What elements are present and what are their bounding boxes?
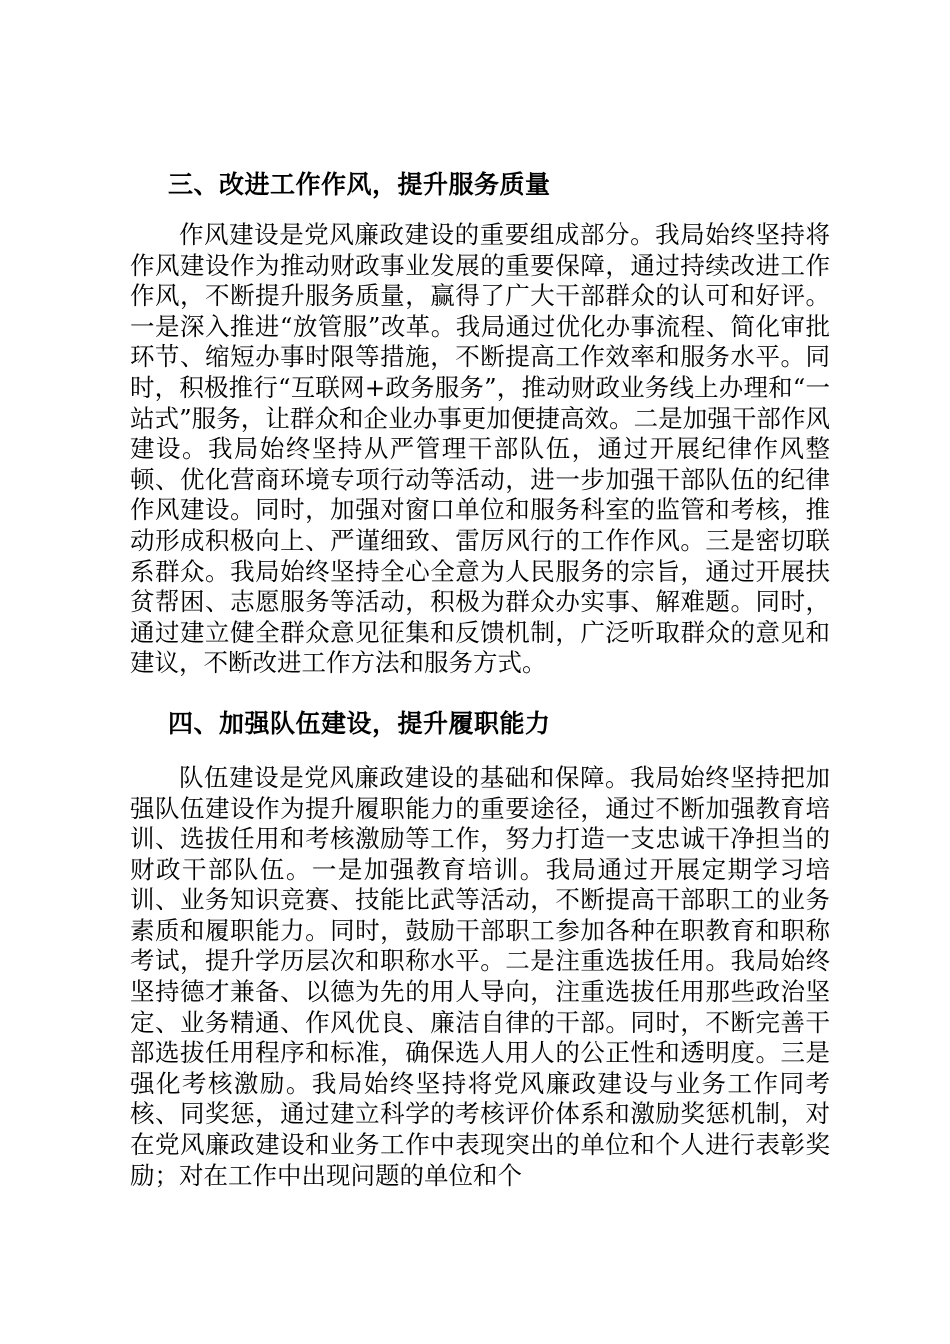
document-body [130, 168, 830, 1191]
section-heading-4: 四、加强队伍建设，提升履职能力 [168, 708, 551, 738]
section-paragraph-3: 作风建设是党风廉政建设的重要组成部分。我局始终坚持将作风建设作为推动财政事业发展的重要保障，通过持续改进工作作风，不断提升服务质量，赢得了广大干部群众的认可和好评。一是深入推进“放管服”改革。我局通过优化办事流程、简化审批环节、缩短办事时限等措施，不断提高工作效率和服务水平。同时，积极推行“互联网+政务服务”，推动财政业务线上办理和“一站式”服务，让群众和企业办事更加便捷高效。二是加强干部作风建设。我局始终坚持从严管理干部队伍，通过开展纪律作风整顿、优化营商环境专项行动等活动，进一步加强干部队伍的纪律作风建设。同时，加强对窗口单位和服务科室的监管和考核，推动形成积极向上、严谨细致、雷厉风行的工作作风。三是密切联系群众。我局始终坚持全心全意为人民服务的宗旨，通过开展扶贫帮困、志愿服务等活动，积极为群众办实事、解难题。同时，通过建立健全群众意见征集和反馈机制，广泛听取群众的意见和建议，不断改进工作方法和服务方式。 [130, 220, 830, 678]
section-heading-3: 三、改进工作作风，提升服务质量 [168, 170, 551, 199]
section-paragraph-4: 队伍建设是党风廉政建设的基础和保障。我局始终坚持把加强队伍建设作为提升履职能力的重要途径，通过不断加强教育培训、选拔任用和考核激励等工作，努力打造一支忠诚干净担当的财政干部队伍。一是加强教育培训。我局通过开展定期学习培训、业务知识竞赛、技能比武等活动，不断提高干部职工的业务素质和履职能力。同时，鼓励干部职工参加各种在职教育和职称考试，提升学历层次和职称水平。二是注重选拔任用。我局始终坚持德才兼备、以德为先的用人导向，注重选拔任用那些政治坚定、业务精通、作风优良、廉洁自律的干部。同时，不断完善干部选拔任用程序和标准，确保选人用人的公正性和透明度。三是强化考核激励。我局始终坚持将党风廉政建设与业务工作同考核、同奖惩，通过建立科学的考核评价体系和激励奖惩机制，对在党风廉政建设和业务工作中表现突出的单位和个人进行表彰奖励；对在工作中出现问题的单位和个 [130, 762, 830, 1190]
